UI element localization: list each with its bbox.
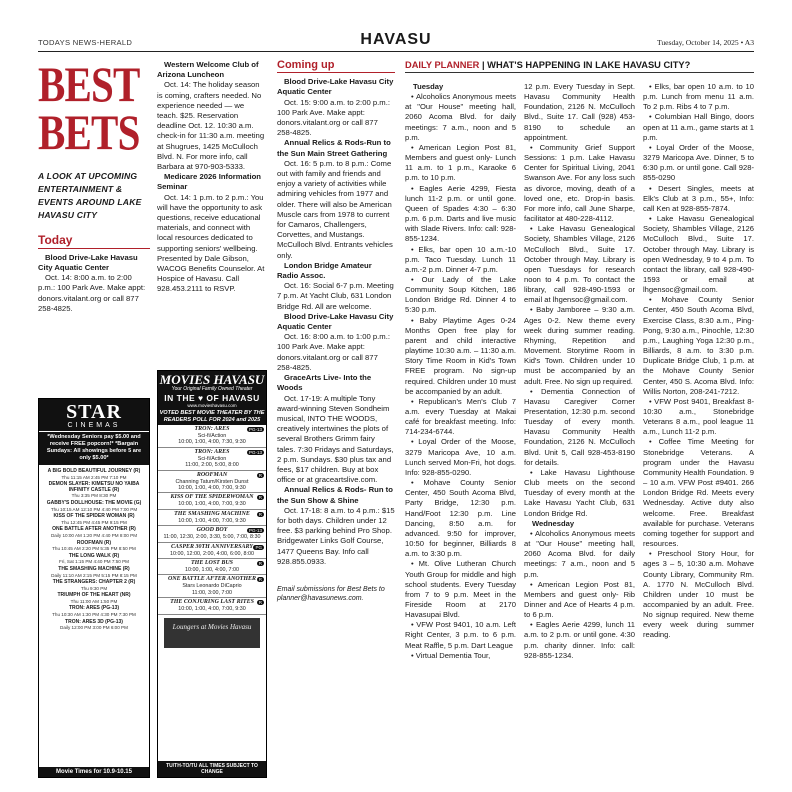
planner-item: • VFW Post 9401, Breakfast 8-10:30 a.m., Stonebridge Veterans 8 a.m., pool league 11 a.m., Lunch 11-2 p.m. <box>643 396 754 437</box>
event-body: Oct. 14: The holiday season is coming, crafters needed. No experience needed — we teach. $25. Reservation deadline Oct. 12. 10:30 a.m. check-in for 11:30 a.m. meeting at Shugrues, 1425 McCulloch Blvd. N. For more info, call Barbara at 970-903-5333. <box>157 80 265 172</box>
listing-item: THE LONG WALK (R) Fri, Sat 1:15 PM 4:40 PM 7:50 PM <box>59 552 129 565</box>
planner-item: • Coffee Time Meeting for Stonebridge Veterans. A program under the Havasu Community Health Foundation. 9 – 10 a.m. VFW Post #9401. 266 London Bridge Rd. Meets every Wednesday. Active duty also welcome. Free. Breakfast available for purchase. Veterans coming together for support and resources. <box>643 437 755 549</box>
planner-item: • Eagles Aerie 4299, lunch 11 a.m. to 2 p.m. or until gone. 4:30 p.m. charity dinner. Info: call: 928-855-1234. <box>524 620 635 660</box>
planner-item: • Desert Singles, meets at Elk's Club at 3 p.m., 55+, Info: call Ken at 928-855-7874. <box>643 183 754 213</box>
movie-listing: R THE SMASHING MACHINE 10:00, 1:00, 4:00, 7:00, 9:30 <box>158 510 266 526</box>
star-footer: Movie Times for 10.9-10.15 <box>39 767 149 777</box>
events-column-2 <box>157 60 267 295</box>
event-body: Oct. 15: 9:00 a.m. to 2:00 p.m.: 100 Park Ave. Make appt: donors.vitalant.org or call 877 258-4825. <box>277 97 390 138</box>
paper-name: TODAYS NEWS-HERALD <box>38 38 133 47</box>
movie-listing: R THE LOST BUS 10:00, 1:00, 4:00, 7:00 <box>158 559 266 575</box>
listing-item: A BIG BOLD BEAUTIFUL JOURNEY (R) Thu 11:15 AM 2:45 PM 7:10 PM <box>47 468 141 480</box>
movie-listing: PG-13 GOOD BOY 11:00, 12:30, 2:00, 3:30, 5:00, 7:00, 8:30 <box>158 526 266 542</box>
movie-listing: PG CASPER 30TH ANNIVERSARY 10:00, 12:00, 2:00, 4:00, 6:00, 8:00 <box>158 543 266 559</box>
day-heading: Tuesday <box>413 82 444 91</box>
listing-item: DEMON SLAYER: KIMETSU NO YAIBA INFINITY CASTLE (R) Thu 3:35 PM 8:30 PM <box>48 481 140 499</box>
event-body: Oct. 16: 5 p.m. to 8 p.m.: Come out with family and friends and enjoy a variety of activities while admiring vehicles from 1977 and older. There will also be American Muscle cars from 1978 to current for Camaros, Challengers, Corvettes, and Mustangs. McCulloch Blvd. Entrants vehicles only. <box>277 158 393 260</box>
planner-item: • Mohave County Senior Center, 450 South Acoma Blvd, Party Bridge, 12:30 p.m. Hand/Foot 12:30 p.m. Line Dancing, 8:50 a.m. for advanced. 9:50 for improver, 10:50 for beginner, Billiards 8 a.m. to 3:30 p.m. <box>405 478 516 559</box>
planner-item: • VFW Post 9401, 10 a.m. Left Right Center, 3 p.m. to 6 p.m. Meat Raffle, 5 p.m. Dart League <box>405 620 516 650</box>
event-title: Medicare 2026 Information Seminar <box>157 172 261 192</box>
planner-item: • Elks, bar open 10 a.m.-10 p.m. Taco Tuesday. Lunch 11 a.m.-2 p.m. Dinner 4-7 p.m. <box>405 244 516 274</box>
planner-item: 12 p.m. Every Tuesday in Sept. Havasu Community Health Foundation, 2126 N. McCulloch Blvd., Suite 17. Call (928) 453-8190 to schedule an appointment. <box>524 82 635 142</box>
daily-planner-column-1 <box>405 82 516 661</box>
planner-item: • Republican's Men's Club 7 a.m. every Tuesday at Makai café for breakfast meeting. Info: 714-234-6744. <box>405 396 516 437</box>
planner-item: • Lake Havasu Genealogical Society, Shambles Village, 2126 McCulloch Blvd., Suite 17. October through May. Library is open Wednesday, 9 to 4 p.m. To contact the library, call 928-490-1593 or email at lhgensoc@gmail.com. <box>643 214 754 295</box>
movie-listing: R ROOFMAN Channing Tatum/Kirsten Dunst 10:00, 1:00, 4:00, 7:00, 9:30 <box>158 471 266 494</box>
movie-listing: R ONE BATTLE AFTER ANOTHER Stars Leonardo DiCaprio 11:00, 3:00, 7:00 <box>158 575 266 598</box>
event-title: London Bridge Amateur Radio Assoc. <box>277 260 372 281</box>
event-body: Oct. 14: 8:00 a.m. to 2:00 p.m.: 100 Park Ave. Make appt: donors.vitalant.org or call 877 258-4825. <box>38 273 146 313</box>
daily-planner-heading: DAILY PLANNER | WHAT'S HAPPENING IN LAKE HAVASU CITY? <box>405 60 754 73</box>
listing-item: THE STRANGERS: CHAPTER 2 (R) Thu 9:30 PM <box>52 579 136 591</box>
planner-item: • Columbian Hall Bingo, doors open at 11 a.m., game starts at 1 p.m. <box>643 112 754 142</box>
event-body: Oct. 16: 8:00 a.m. to 1:00 p.m.: 100 Park Ave. Make appt: donors.vitalant.org or call 877 258-4825. <box>277 332 390 372</box>
planner-item: • Loyal Order of the Moose, 3279 Maricopa Ave, 10 a.m. Lunch served Mon-Fri, hot dogs. Info: 928-855-0290. <box>405 437 516 477</box>
coming-up-heading: Coming up <box>277 60 395 73</box>
planner-item: • Mt. Olive Lutheran Church Youth Group for middle and high school students. Every Tuesday from 7 to 9 p.m. Meet in the Fireside Room at 2170 Havasupai Blvd. <box>405 559 516 620</box>
planner-item: • Lake Havasu Genealogical Society, Shambles Village, 2126 McCulloch Blvd., Suite 17. October through May. Library is open Tuesdays for research noon to 4 p.m. To contact the library, call 928-490-1593 or email at lhgensoc@gmail.com. <box>524 224 635 305</box>
movies-havasu-header: MOVIES HAVASU Your Original Family Owned Theater IN THE ♥ OF HAVASU www.movieshavasu.com VOTED BEST MOVIE THEATER BY THE READERS POLL FOR 2024 and 2025 <box>158 371 266 425</box>
star-promo: *Wednesday Seniors pay $5.00 and receive FREE popcorn!* *Bargain Sundays: All showings before 5 are only $5.00* <box>39 431 149 465</box>
movie-listing: R KISS OF THE SPIDERWOMAN 10:00, 1:00, 4:00, 7:00, 9:30 <box>158 493 266 509</box>
listing-item: KISS OF THE SPIDER WOMAN (R) Thu 12:45 PM 4:45 PM 9:15 PM <box>53 513 135 525</box>
planner-item: • American Legion Post 81, Members and guest only- Lunch 11 a.m. to 1 p.m., Karaoke 6 p.m. to 10 p.m. <box>405 142 516 183</box>
listing-item: TRON: ARES 3D (PG-13) Daily 12:00 PM 3:00 PM 6:00 PM <box>60 618 128 631</box>
today-item <box>38 253 150 314</box>
event-title: Blood Drive-Lake Havasu City Aquatic Center <box>277 311 394 332</box>
loungers-photo: Loungers at Movies Havasu <box>164 618 260 648</box>
daily-planner-column-2 <box>524 82 635 661</box>
event-title: Annual Relics & Rods- Run to the Sun Show & Shine <box>277 485 393 505</box>
daily-planner-column-3 <box>643 82 754 641</box>
planner-item: • Eagles Aerie 4299, Fiesta lunch 11-2 p.m. or until gone. Queen of Spades 4:30 – 6:30 p.m. 6 p.m. Darts and live music with Slade Rivers. Info: call: 928-855-1234. <box>405 183 516 244</box>
daily-planner-label: DAILY PLANNER <box>405 60 480 70</box>
planner-item: • Community Grief Support Sessions: 1 p.m. Lake Havasu Center for Spiritual Living, 2041 Swanson Ave. For any loss such as divorce, moving, death of a loved one, etc. Drop-in basis. For more info, call June Sharpe, facilitator at 480-228-4112. <box>524 142 635 224</box>
planner-item: • Baby Jamboree – 9:30 a.m. Ages 0-2. New theme every week during summer reading. Rhyming, Repetition and Movement. Storytime Room in Kid's Town. Children under 10 must be accompanied by an adult. Free. No sign up required. <box>524 305 635 386</box>
planner-item: • Dementia Connection of Havasu Caregiver Corner Presentation, 12:30 p.m. second Tuesday of every month. Havasu Community Health Foundation, 2126 N. McCulloch Blvd. Unit 5, Call 928-453-8190 for details. <box>524 386 635 467</box>
planner-item: • American Legion Post 81, Members and guest only- Rib Dinner and Ace of Hearts 4 p.m. to 6 p.m. <box>524 579 635 620</box>
planner-item: • Loyal Order of the Moose, 3279 Maricopa Ave. Dinner, 5 to 6:30 p.m. or until gone. Call 928-855-0290 <box>643 142 754 183</box>
planner-item: • Elks, bar open 10 a.m. to 10 p.m. Lunch from menu 11 a.m. To 2 p.m. Ribs 4 to 7 p.m. <box>643 82 754 112</box>
planner-item: • Virtual Dementia Tour, <box>411 650 491 660</box>
planner-item: • Alcoholics Anonymous meets at "Our House" meeting hall, 2060 Acoma Blvd. for daily meetings: 7 a.m., noon and 5 p.m. <box>405 92 516 142</box>
coming-up-column <box>277 60 395 603</box>
event-title: Blood Drive-Lake Havasu City Aquatic Center <box>277 77 394 97</box>
daily-planner-headline: WHAT'S HAPPENING IN LAKE HAVASU CITY? <box>487 60 691 70</box>
listing-item: GABBY'S DOLLHOUSE: THE MOVIE (G) Thu 10:15 AM 12:10 PM 4:40 PM 7:00 PM <box>46 499 142 512</box>
listing-item: ONE BATTLE AFTER ANOTHER (R) Daily 10:00 AM 1:20 PM 4:40 PM 8:00 PM <box>50 526 138 538</box>
event-title: GraceArts Live- Into the Woods <box>277 373 372 393</box>
event-body: Oct. 14: 1 p.m. to 2 p.m.: You will have the opportunity to ask questions, receive educational materials, and connect with local resources dedicated to supporting seniors' wellbeing. Presented by Dale Gibson, WACOG Benefits Counselor. At Hospice of Havasu. Call 928.453.2111 to RSVP. <box>157 192 265 294</box>
planner-item: • Preschool Story Hour, for ages 3 – 5, 10:30 a.m. Mohave County Library, Community Rm. A. 1770 N. McCulloch Blvd. Children under 10 must be accompanied by an adult. Free. No signup required. New theme every week during summer reading. <box>643 549 754 640</box>
day-heading: Wednesday <box>532 518 575 528</box>
section-title: HAVASU <box>360 31 432 48</box>
listing-item: TRON: ARES (PG-13) Thu 10:30 AM 1:30 PM 4:30 PM 7:30 PM <box>52 605 136 618</box>
masthead <box>38 30 754 52</box>
planner-item: • Alcoholics Anonymous meets at "Our House" meeting hall, 2060 Acoma Blvd. for daily meetings: 7 a.m., noon and 5 p.m. <box>524 528 635 579</box>
today-heading: Today <box>38 236 150 249</box>
listing-item: TRIUMPH OF THE HEART (NR) Thu 11:00 AM 1:50 PM <box>57 592 131 604</box>
planner-item: • Our Lady of the Lake Community Soup Kitchen, 186 London Bridge Rd. Dinner 4 to 5:30 p.m. <box>405 274 516 315</box>
listing-item: ROOFMAN (R) Thu 10:45 AM 2:20 PM 5:35 PM 8:50 PM <box>52 539 136 552</box>
event-title: Western Welcome Club of Arizona Luncheon <box>157 60 259 80</box>
page-date: Tuesday, October 14, 2025 • A3 <box>656 38 754 47</box>
email-submissions-note: Email submissions for Best Bets to planner@havasunews.com. <box>277 585 385 602</box>
planner-item: • Mohave County Senior Center, 450 South Acoma Blvd, Exercise Class, 8:30 a.m., Ping-Pong, 9:30 a.m., Pinochle, 12:30 p.m., Laughing Yoga 12:30 p.m., Billiards, 8 a.m. to 3:30 p.m. Duplicate Bridge Club, 1 p.m. at the Mohave County Senior Center, 450 S. Acoma Blvd. Info: Willis Norton, 208-241-7212. <box>643 295 754 396</box>
movie-listing: PG-13 TRON: ARES Sci-fi/Action 11:00, 2:00, 5:00, 8:00 <box>158 448 266 471</box>
star-listings <box>39 465 149 633</box>
star-cinemas-ad[interactable] <box>38 398 150 778</box>
best-bets-column <box>38 56 150 314</box>
best-bets-title: BEST BETS <box>38 56 140 160</box>
planner-item: • Lake Havasu Lighthouse Club meets on the second Tuesday of every month at the Lake Havasu Yacht Club, 631 London Bridge Rd. <box>524 467 635 518</box>
movies-havasu-ad[interactable] <box>157 370 267 778</box>
event-body: Oct. 17-18: 8 a.m. to 4 p.m.: $15 for both days. Children under 12 free. $3 parking behind Pro Shop. Bridgewater Links Golf Course, 1477 Queens Bay. Info call 928.855.0933. <box>277 505 395 566</box>
event-title: Blood Drive-Lake Havasu City Aquatic Center <box>38 252 138 272</box>
event-body: Oct. 16: Social 6-7 p.m. Meeting 7 p.m. At Yacht Club, 631 London Bridge Rd. All are welcome. <box>277 281 394 311</box>
movie-listing: PG-13 TRON: ARES Sci-fi/Action 10:00, 1:00, 4:00, 7:30, 9:30 <box>158 425 266 448</box>
event-body: Oct. 17-19: A multiple Tony award-winning Steven Sondheim musical, INTO THE WOODS, creatively intertwines the plots of several Brothers Grimm fairy tales. 7:30 Fridays and Saturdays, 2 p.m. Sundays. $30 plus tax and fees, $17 children. Buy at box office or at graceartslive.com. <box>277 393 394 485</box>
movie-listing: R THE CONJURING LAST RITES 10:00, 1:00, 4:00, 7:00, 9:30 <box>158 598 266 614</box>
movies-footer: TU/TH-TO/TU ALL TIMES SUBJECT TO CHANGE <box>158 761 266 777</box>
listing-item: THE SMASHING MACHINE (R) Daily 11:10 AM 2:15 PM 5:15 PM 8:15 PM <box>51 565 137 578</box>
event-title: Annual Relics & Rods-Run to the Sun Main Street Gathering <box>277 138 391 158</box>
best-bets-tagline: A LOOK AT UPCOMING ENTERTAINMENT & EVENTS AROUND LAKE HAVASU CITY <box>38 171 142 220</box>
star-cinemas-logo: STAR CINEMAS <box>39 399 149 431</box>
planner-item: • Baby Playtime Ages 0-24 Months Open free play for parent and child interactive playtime 10:30 a.m. – 11:30 a.m. Story Time Room in Kid's Town FREE program. No sign-up required. Children under 10 must be accompanied by an adult. <box>405 315 517 396</box>
